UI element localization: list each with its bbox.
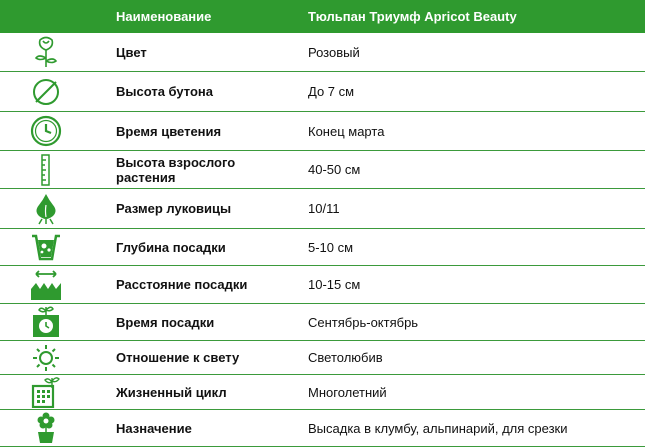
row-name: Высота взрослого растения xyxy=(116,154,236,185)
table-row xyxy=(0,229,645,266)
life-cycle-icon xyxy=(30,376,62,408)
table-row xyxy=(0,375,645,410)
row-value: 10/11 xyxy=(308,201,340,216)
table-row xyxy=(0,304,645,341)
row-value: 10-15 см xyxy=(308,277,361,292)
table-header xyxy=(0,0,645,33)
bud-diameter-icon xyxy=(31,77,61,107)
row-value: 5-10 см xyxy=(308,239,354,255)
planting-time-icon xyxy=(30,306,62,338)
flowerpot-icon xyxy=(32,412,60,444)
table-row xyxy=(0,410,645,447)
clock-icon xyxy=(30,115,62,147)
sun-icon xyxy=(31,343,61,373)
table-row xyxy=(0,33,645,72)
row-value: Розовый xyxy=(308,44,360,60)
row-name: Отношение к свету xyxy=(116,350,240,365)
row-name: Высота бутона xyxy=(116,84,214,99)
table-row xyxy=(0,266,645,304)
planting-distance-icon xyxy=(28,269,64,301)
header-value: Тюльпан Триумф Apricot Beauty xyxy=(308,9,517,24)
row-name: Расстояние посадки xyxy=(116,277,248,292)
row-name: Время цветения xyxy=(116,123,222,139)
table-row xyxy=(0,341,645,375)
rose-icon xyxy=(33,36,59,68)
ruler-icon xyxy=(39,154,53,186)
row-value: Светолюбив xyxy=(308,350,383,365)
row-value: Высадка в клумбу, альпинарий, для срезки xyxy=(308,420,568,436)
table-row xyxy=(0,189,645,229)
row-name: Жизненный цикл xyxy=(116,384,227,400)
row-value: До 7 см xyxy=(308,84,355,99)
row-value: Конец марта xyxy=(308,123,385,139)
row-value: Многолетний xyxy=(308,384,387,400)
bulb-icon xyxy=(32,193,60,225)
row-name: Размер луковицы xyxy=(116,201,232,216)
table-row xyxy=(0,72,645,112)
header-icon-cell xyxy=(0,0,92,33)
row-name: Глубина посадки xyxy=(116,239,226,255)
row-name: Время посадки xyxy=(116,314,215,330)
table-row xyxy=(0,112,645,151)
table-row xyxy=(0,151,645,189)
row-value: Сентябрь-октябрь xyxy=(308,314,419,330)
header-name: Наименование xyxy=(116,9,212,24)
row-name: Назначение xyxy=(116,420,192,436)
row-value: 40-50 см xyxy=(308,162,361,177)
row-name: Цвет xyxy=(116,44,147,60)
planting-depth-icon xyxy=(28,232,64,262)
